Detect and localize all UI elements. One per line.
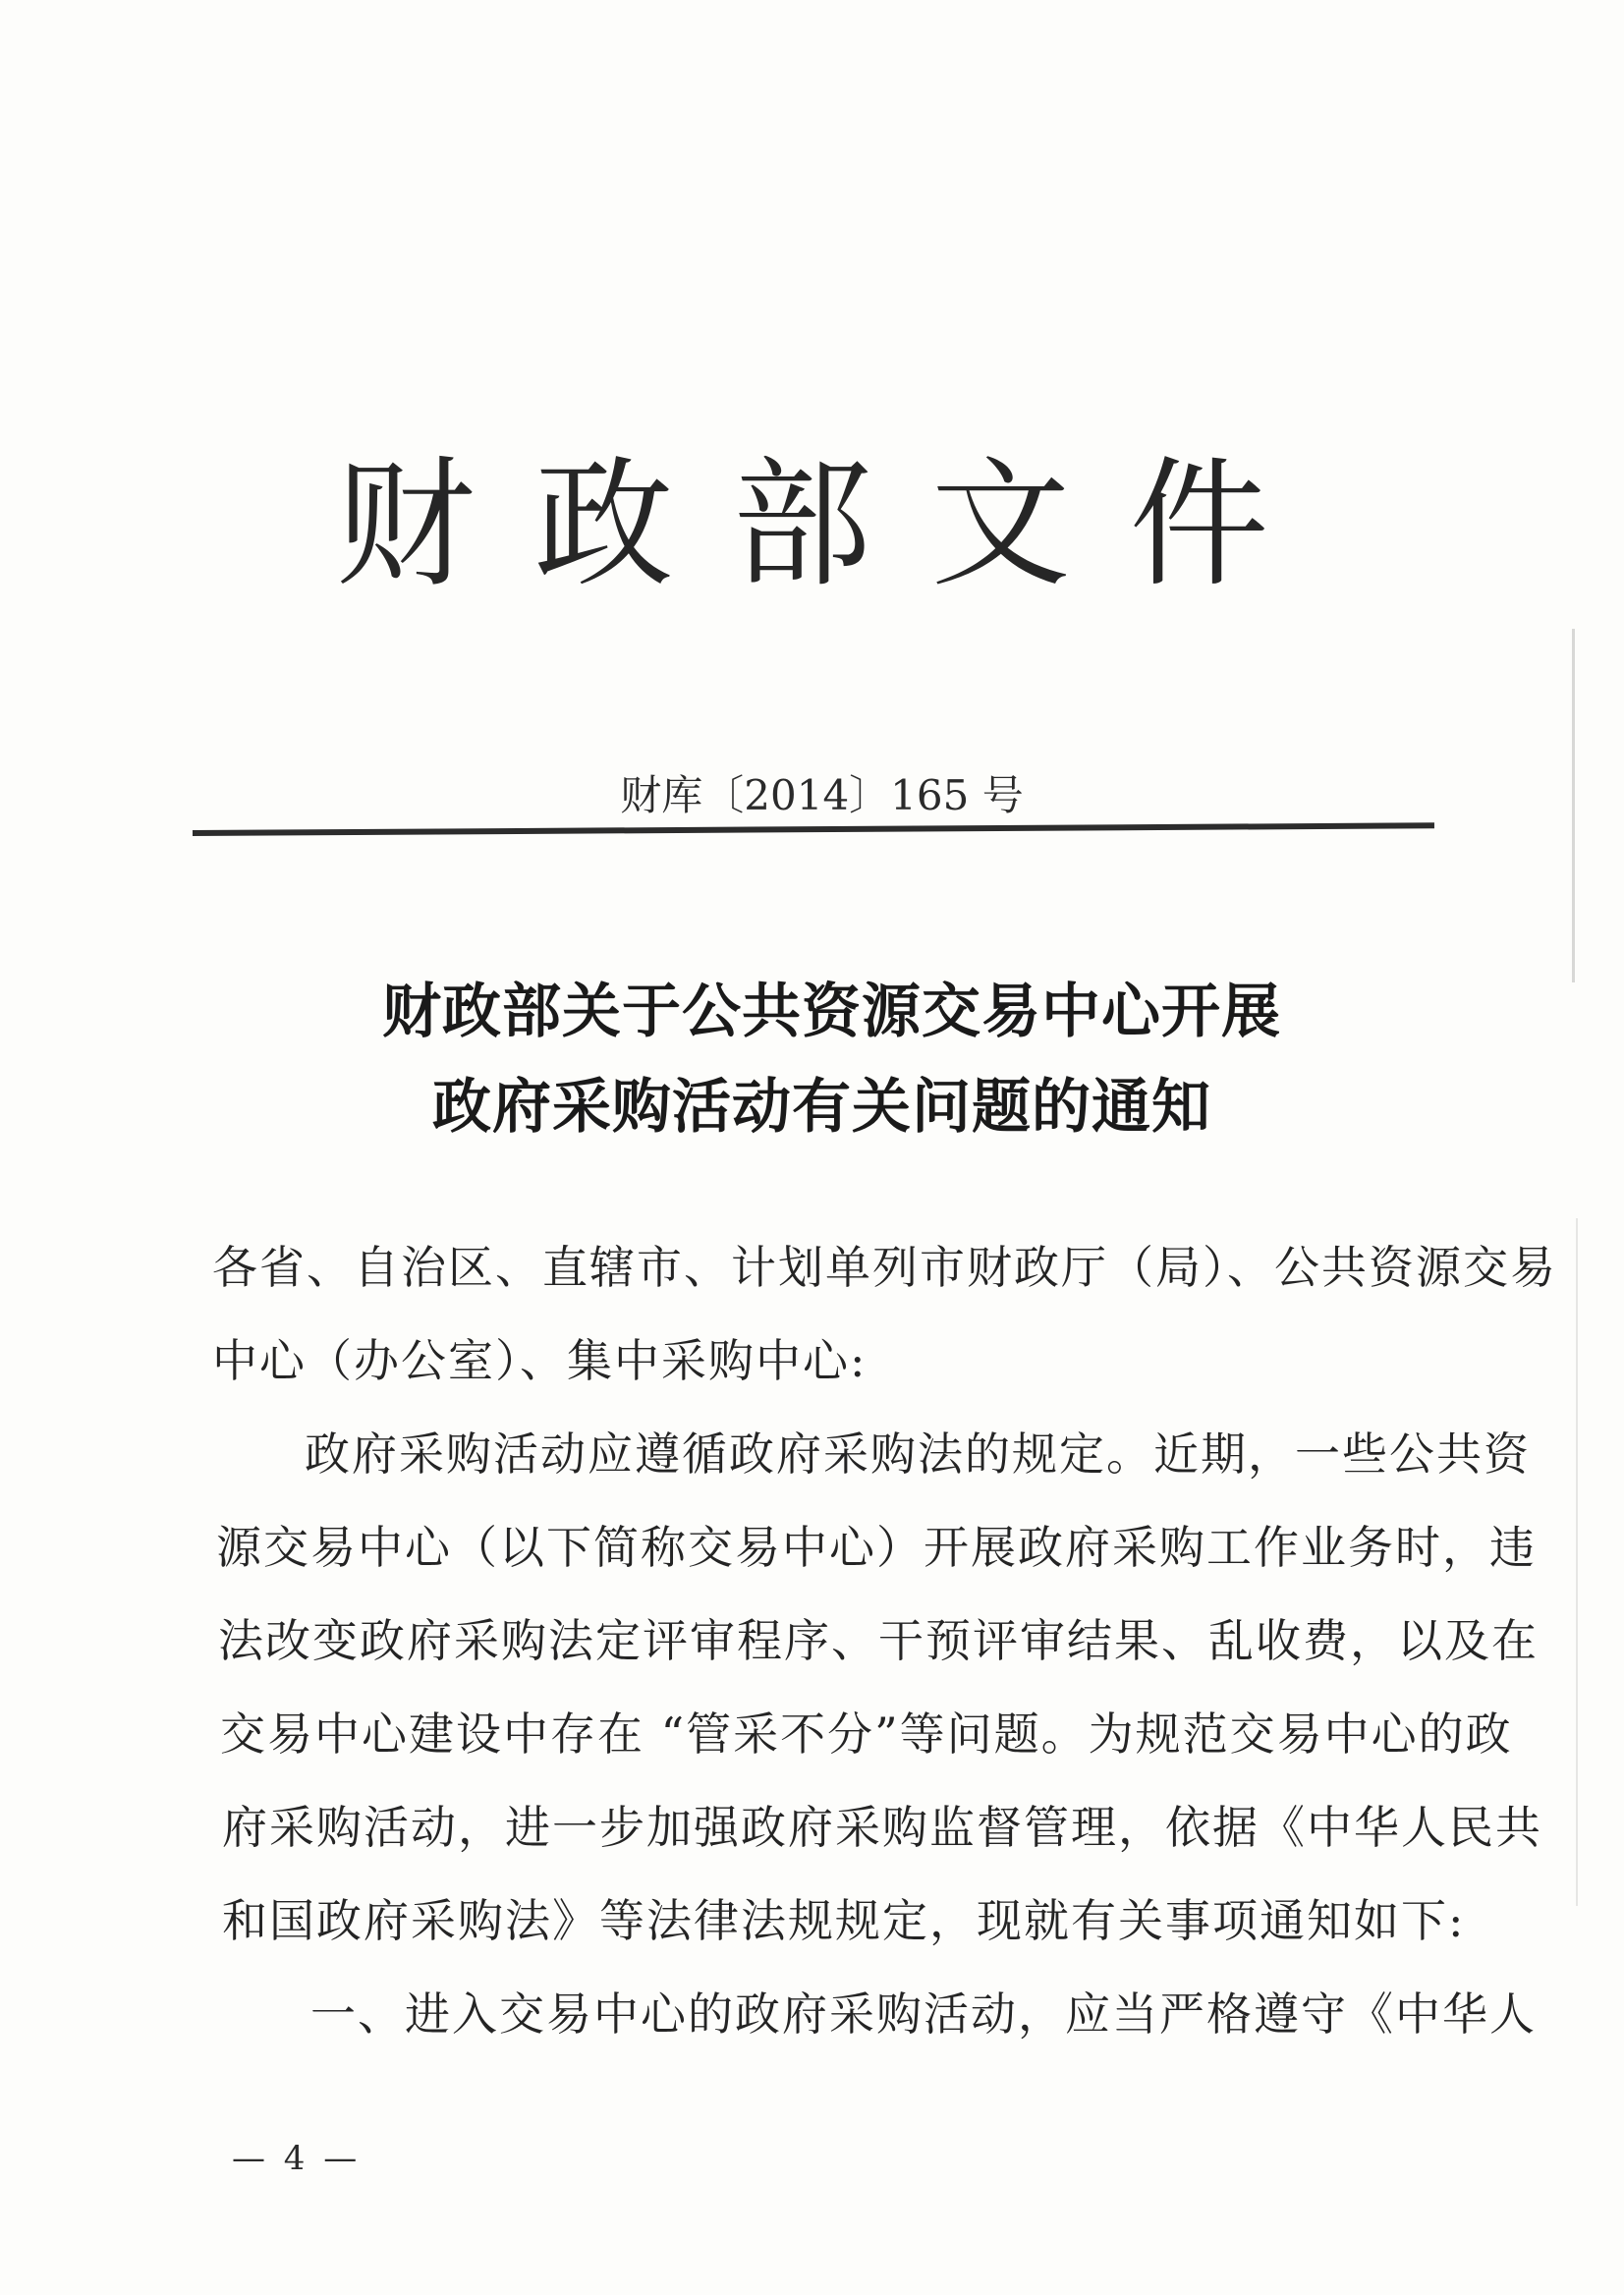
document-title-line-1: 财政部关于公共资源交易中心开展 bbox=[382, 978, 1281, 1046]
body-line: 中心（办公室）、集中采购中心: bbox=[212, 1334, 868, 1387]
body-line: 政府采购活动应遵循政府采购法的规定。近期，一些公共资 bbox=[305, 1427, 1531, 1481]
document-header: 财政部文件 bbox=[335, 444, 1328, 606]
body-line: 法改变政府采购法定评审程序、干预评审结果、乱收费，以及在 bbox=[218, 1614, 1539, 1667]
body-line: 源交易中心（以下简称交易中心）开展政府采购工作业务时，违 bbox=[216, 1521, 1537, 1574]
body-line: 府采购活动，进一步加强政府采购监督管理，依据《中华人民共 bbox=[222, 1801, 1542, 1854]
document-title-line-2: 政府采购活动有关问题的通知 bbox=[432, 1073, 1211, 1142]
body-line: 和国政府采购法》等法律法规规定，现就有关事项通知如下: bbox=[222, 1894, 1466, 1947]
page-number: — 4 — bbox=[232, 2139, 362, 2178]
document-number: 财库〔2014〕165 号 bbox=[620, 771, 1024, 819]
scan-artifact-line bbox=[1576, 1218, 1578, 1906]
body-line: 各省、自治区、直辖市、计划单列市财政厅（局）、公共资源交易 bbox=[212, 1241, 1557, 1294]
body-line: 一、进入交易中心的政府采购活动，应当严格遵守《中华人 bbox=[310, 1987, 1537, 2041]
body-line: 交易中心建设中存在 “管采不分”等问题。为规范交易中心的政 bbox=[220, 1707, 1513, 1761]
